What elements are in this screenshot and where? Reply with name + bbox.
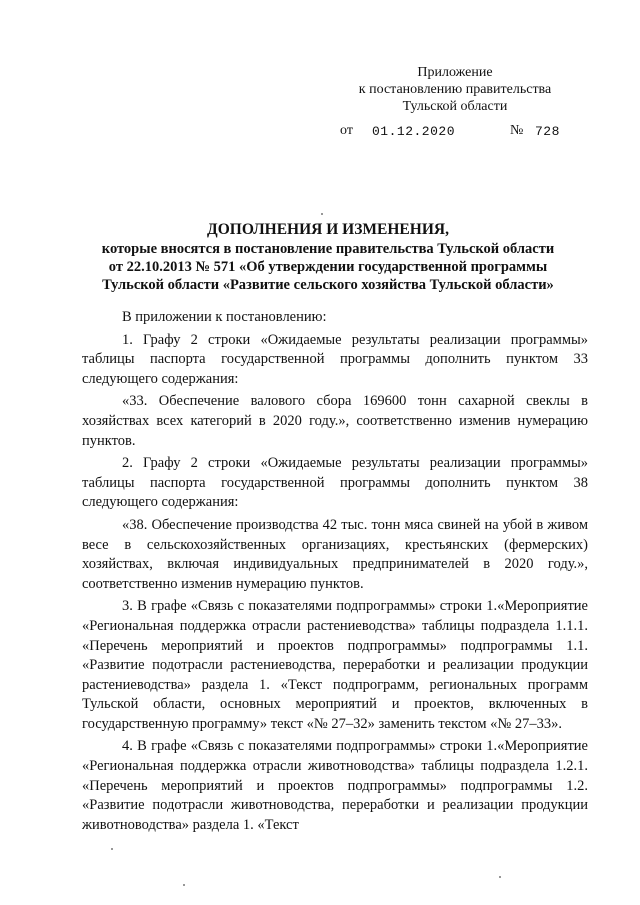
appendix-region: Тульской области [402,99,508,114]
title-sub-1: которые вносятся в постановление правительства Тульской области [101,241,555,257]
title-sub-2: от 22.10.2013 № 571 «Об утверждении государственной программы [108,259,548,275]
scan-speck [183,884,185,886]
number-label: № [510,123,524,138]
body-paragraph: «33. Обеспечение валового сбора 169600 тонн сахарной свеклы в хозяйствах всех категорий в 2020 году.», соответственно изменив нумерацию пунктов. [82,393,588,449]
document-body [82,308,588,838]
appendix-reference: к постановлению правительства [358,82,552,97]
scan-speck [111,848,113,850]
body-paragraph: 2. Графу 2 строки «Ожидаемые результаты реализации программы» таблицы паспорта государственной программы дополнить пунктом 38 следующего содержания: [82,455,588,511]
document-title [68,220,588,294]
document-date: 01.12.2020 [372,124,456,139]
appendix-header [340,64,570,115]
body-paragraph: В приложении к постановлению: [122,309,327,325]
date-prefix: от [340,123,353,138]
body-paragraph: «38. Обеспечение производства 42 тыс. тонн мяса свиней на убой в живом весе в сельскохозяйственных организациях, крестьянских (фермерских) хозяйствах, включая индивидуальных предпринимателей в 2020 году.», соответственно изменив нумерацию пунктов. [82,516,588,592]
title-main: ДОПОЛНЕНИЯ И ИЗМЕНЕНИЯ, [207,221,449,238]
scan-speck [499,876,501,878]
scan-speck [321,213,323,215]
body-paragraph: 3. В графе «Связь с показателями подпрограммы» строки 1.«Мероприятие «Региональная поддержка отрасли растениеводства» таблицы подраздела 1.1.1. «Перечень мероприятий и проектов подпрограммы» подпрограммы 1.1. «Развитие подотрасли растениеводства, переработки и реализации продукции растениеводства» раздела 1. «Текст подпрограмм, региональных программ Тульской области, основных мероприятий и проектов, включенных в государственную программу» текст «№ 27–32» заменить текстом «№ 27–33». [82,598,588,732]
body-paragraph: 1. Графу 2 строки «Ожидаемые результаты реализации программы» таблицы паспорта государственной программы дополнить пунктом 33 следующего содержания: [82,331,588,387]
document-number: 728 [535,124,560,139]
body-paragraph: 4. В графе «Связь с показателями подпрограммы» строки 1.«Мероприятие «Региональная поддержка отрасли животноводства» таблицы подраздела 1.2.1. «Перечень мероприятий и проектов подпрограммы» подпрограммы 1.2. «Развитие подотрасли животноводства, переработки и реализации продукции животноводства» раздела 1. «Текст [82,738,588,833]
title-sub-3: Тульской области «Развитие сельского хозяйства Тульской области» [102,277,554,293]
appendix-label: Приложение [417,65,493,80]
